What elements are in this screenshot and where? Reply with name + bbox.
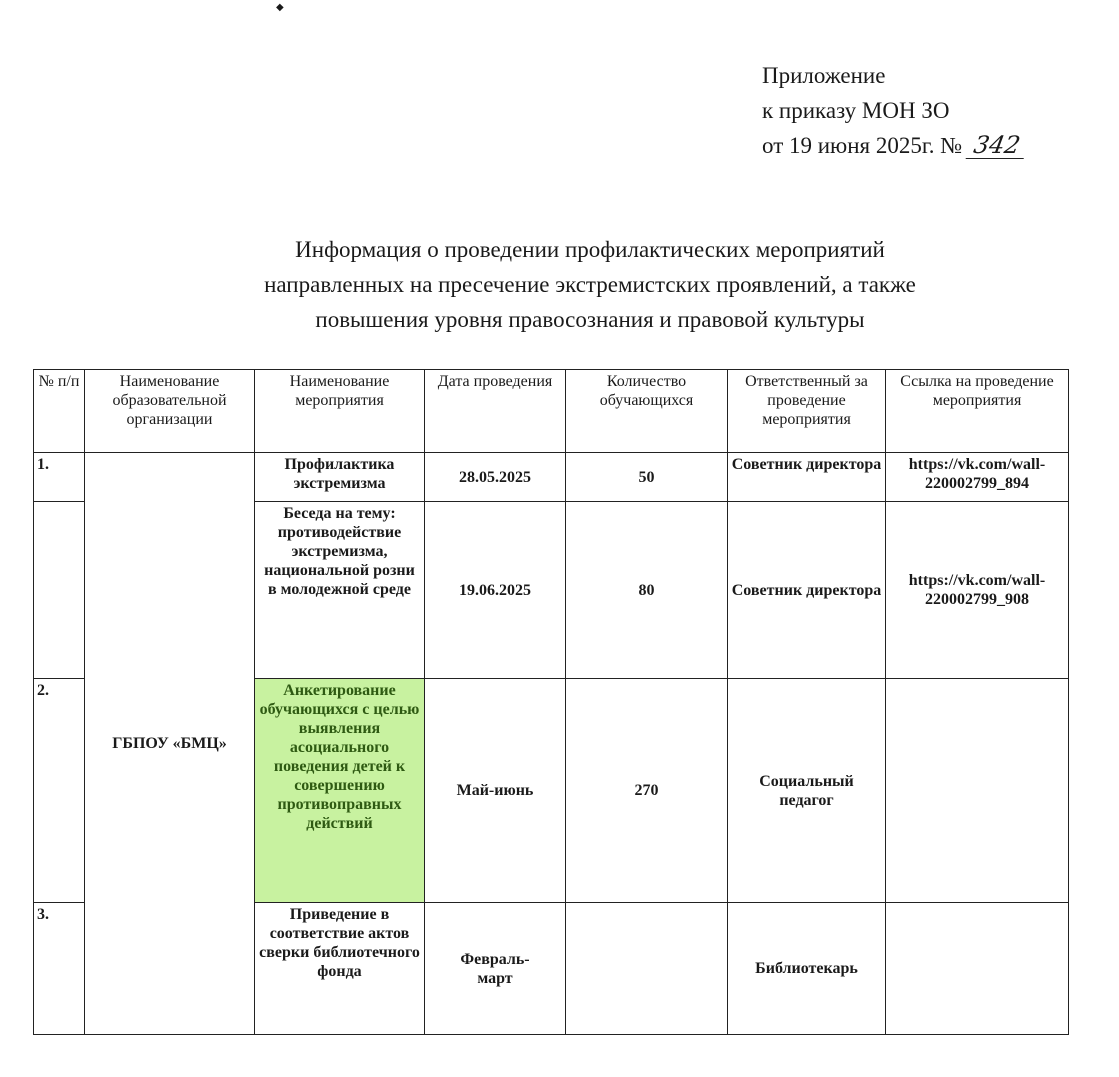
organization-cell: ГБПОУ «БМЦ» xyxy=(85,453,255,1035)
link-cell xyxy=(886,679,1069,903)
header-link: Ссылка на проведение мероприятия xyxy=(886,370,1069,453)
row-num: 1. xyxy=(34,453,85,502)
responsible-cell: Советник директора xyxy=(728,502,886,679)
date-cell: Май-июнь xyxy=(425,679,566,903)
scan-mark: ◆ xyxy=(276,2,284,13)
appendix-line1: Приложение xyxy=(762,63,886,88)
header-num: № п/п xyxy=(34,370,85,453)
document-title xyxy=(150,232,1030,337)
event-cell-highlighted: Анкетирование обучающихся с целью выявления асоциального поведения детей к совершению противоправных действий xyxy=(255,679,425,903)
title-line2: направленных на пресечение экстремистских проявлений, а также xyxy=(264,272,916,297)
count-cell xyxy=(566,903,728,1035)
table-row xyxy=(34,453,1069,502)
count-cell: 50 xyxy=(566,453,728,502)
table-header-row xyxy=(34,370,1069,453)
link-cell: https://vk.com/wall-220002799_908 xyxy=(886,502,1069,679)
title-line3: повышения уровня правосознания и правовой культуры xyxy=(315,307,865,332)
date-cell: Февраль-март xyxy=(425,903,566,1035)
count-cell: 270 xyxy=(566,679,728,903)
row-num xyxy=(34,502,85,679)
responsible-cell: Социальный педагог xyxy=(728,679,886,903)
event-cell: Беседа на тему: противодействие экстремизма, национальной розни в молодежной среде xyxy=(255,502,425,679)
appendix-line2: к приказу МОН ЗО xyxy=(762,98,950,123)
date-cell: 28.05.2025 xyxy=(425,453,566,502)
title-line1: Информация о проведении профилактических мероприятий xyxy=(295,237,885,262)
event-cell: Профилактика экстремизма xyxy=(255,453,425,502)
appendix-header xyxy=(762,58,1026,163)
events-table xyxy=(33,369,1069,1035)
link-cell xyxy=(886,903,1069,1035)
handwritten-order-number: 342 xyxy=(966,132,1029,159)
header-date: Дата проведения xyxy=(425,370,566,453)
count-cell: 80 xyxy=(566,502,728,679)
row-num: 2. xyxy=(34,679,85,903)
header-count: Количество обучающихся xyxy=(566,370,728,453)
date-cell: 19.06.2025 xyxy=(425,502,566,679)
event-cell: Приведение в соответствие актов сверки библиотечного фонда xyxy=(255,903,425,1035)
responsible-cell: Библиотекарь xyxy=(728,903,886,1035)
header-event: Наименование мероприятия xyxy=(255,370,425,453)
responsible-cell: Советник директора xyxy=(728,453,886,502)
row-num: 3. xyxy=(34,903,85,1035)
header-organization: Наименование образовательной организации xyxy=(85,370,255,453)
header-responsible: Ответственный за проведение мероприятия xyxy=(728,370,886,453)
link-cell: https://vk.com/wall-220002799_894 xyxy=(886,453,1069,502)
appendix-line3: от 19 июня 2025г. № 342 xyxy=(762,128,1026,163)
